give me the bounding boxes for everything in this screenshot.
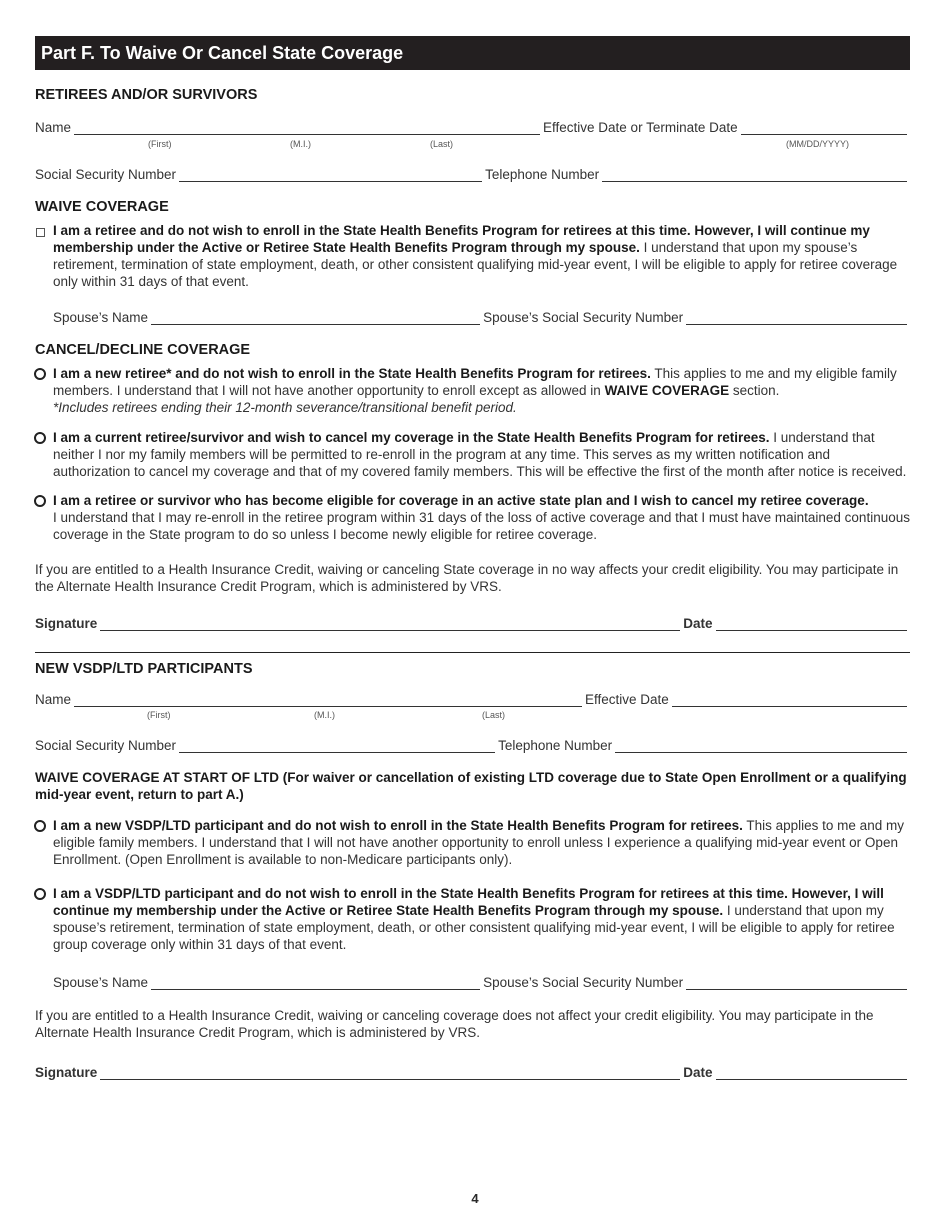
date-format-hint: (MM/DD/YYYY) [786, 139, 849, 149]
vsdp-effective-date-label: Effective Date [585, 692, 669, 707]
vsdp-name-field[interactable] [74, 694, 582, 707]
vsdp-first-hint: (First) [147, 710, 171, 720]
last-hint: (Last) [430, 139, 454, 149]
vsdp-ssn-label: Social Security Number [35, 738, 177, 753]
signature-field-2[interactable] [100, 1067, 680, 1080]
vsdp-last-hint: (Last) [482, 710, 506, 720]
vsdp-telephone-field[interactable] [615, 740, 907, 753]
current-retiree-cancel-text: I am a current retiree/survivor and wish to cancel my coverage in the State Health Benefits Program for retirees. I understand that neither I nor my family members will be permitted to re-enroll in the program at any time. This serves as my written notification and authorization to cancel my coverage and that of my covered family members. This will be effective the first of the month after notice is received. [53, 430, 907, 479]
vsdp-spouse-name-field[interactable] [151, 977, 480, 990]
retiree-name-row [35, 120, 910, 135]
name-label: Name [35, 120, 72, 135]
date-label: Date [683, 616, 713, 631]
signature-label: Signature [35, 616, 98, 631]
vsdp-spouse-ssn-field[interactable] [686, 977, 907, 990]
new-retiree-decline-text: I am a new retiree* and do not wish to enroll in the State Health Benefits Program for retirees. This applies to me and my eligible family members. I understand that I will not have another opportunity to enroll except as allowed in WAIVE COVERAGE section. *Includes retirees ending their 12-month severance/transitional benefit period. [53, 366, 897, 415]
vsdp-name-label: Name [35, 692, 72, 707]
vsdp-spouse-ssn-label: Spouse’s Social Security Number [483, 975, 684, 990]
vsdp-telephone-label: Telephone Number [498, 738, 613, 753]
vsdp-spouse-waive-text: I am a VSDP/LTD participant and do not wish to enroll in the State Health Benefits Program for retirees at this time. However, I will continue my membership under the Active or Retiree State Health Benefits Program through my spouse. I understand that upon my spouse’s retirement, termination of state employment, death, or other consistent qualifying mid-year event, I will be eligible to apply for retiree group coverage only within 31 days of that event. [53, 886, 895, 952]
retiree-effective-date-field[interactable] [741, 122, 907, 135]
active-plan-cancel-text: I am a retiree or survivor who has become eligible for coverage in an active state plan and I wish to cancel my retiree coverage. I understand that I may re-enroll in the retiree program within 31 days of the loss of active coverage and that I must have maintained continuous coverage in the State program to do so unless I become newly eligible for retiree coverage. [53, 493, 910, 542]
section-divider [35, 652, 910, 653]
effective-date-label: Effective Date or Terminate Date [543, 120, 738, 135]
credit-note-1: If you are entitled to a Health Insurance Credit, waiving or canceling State coverage in no way affects your credit eligibility. You may participate in the Alternate Health Insurance Credit Program, which is administered by VRS. [35, 562, 899, 594]
retiree-name-field[interactable] [74, 122, 540, 135]
new-vsdp-decline-radio[interactable] [34, 820, 46, 832]
cancel-decline-heading: CANCEL/DECLINE COVERAGE [35, 342, 251, 358]
retiree-ssn-field[interactable] [179, 169, 482, 182]
telephone-label: Telephone Number [485, 167, 600, 182]
vsdp-mi-hint: (M.I.) [314, 710, 335, 720]
vsdp-heading: NEW VSDP/LTD PARTICIPANTS [35, 661, 253, 677]
signature-row-2 [35, 1065, 910, 1080]
vsdp-signature-label: Signature [35, 1065, 98, 1080]
vsdp-spouse-name-label: Spouse’s Name [53, 975, 149, 990]
signature-date-field-2[interactable] [716, 1067, 907, 1080]
spouse-name-field[interactable] [151, 312, 480, 325]
credit-note-2: If you are entitled to a Health Insurance Credit, waiving or canceling coverage does not affect your credit eligibility. You may participate in the Alternate Health Insurance Credit Program, which is administered by VRS. [35, 1008, 874, 1040]
first-hint: (First) [148, 139, 172, 149]
spouse-row-1 [53, 310, 910, 325]
spouse-name-label: Spouse’s Name [53, 310, 149, 325]
vsdp-effective-date-field[interactable] [672, 694, 907, 707]
vsdp-ssn-row [35, 738, 910, 753]
waive-coverage-text: I am a retiree and do not wish to enroll in the State Health Benefits Program for retirees at this time. However, I will continue my membership under the Active or Retiree State Health Benefits Program through my spouse. I understand that upon my spouse’s retirement, termination of state employment, death, or other consistent qualifying mid-year event, I will be eligible to apply for retiree coverage only within 31 days of that event. [53, 223, 898, 289]
mi-hint: (M.I.) [290, 139, 311, 149]
vsdp-name-row [35, 692, 910, 707]
waive-coverage-heading: WAIVE COVERAGE [35, 199, 169, 215]
part-title: Part F. To Waive Or Cancel State Coverage [41, 43, 404, 63]
ssn-label: Social Security Number [35, 167, 177, 182]
retiree-ssn-row [35, 167, 910, 182]
new-retiree-decline-radio[interactable] [34, 368, 46, 380]
current-retiree-cancel-radio[interactable] [34, 432, 46, 444]
spouse-ssn-label: Spouse’s Social Security Number [483, 310, 684, 325]
vsdp-spouse-waive-radio[interactable] [34, 888, 46, 900]
vsdp-date-label: Date [683, 1065, 713, 1080]
retiree-telephone-field[interactable] [602, 169, 907, 182]
signature-row-1 [35, 616, 910, 631]
new-vsdp-decline-text: I am a new VSDP/LTD participant and do not wish to enroll in the State Health Benefits Program for retirees. This applies to me and my eligible family members. I understand that I will not have another opportunity to enroll unless I experience a qualifying mid-year event or Open Enrollment. (Open Enrollment is available to non-Medicare participants only). [53, 818, 904, 867]
retirees-heading: RETIREES AND/OR SURVIVORS [35, 87, 258, 103]
signature-field-1[interactable] [100, 618, 680, 631]
ltd-waive-heading: WAIVE COVERAGE AT START OF LTD (For waiver or cancellation of existing LTD coverage due to State Open Enrollment or a qualifying mid-year event, return to part A.) [35, 770, 907, 802]
spouse-row-2 [53, 975, 910, 990]
part-title-bar [35, 36, 910, 70]
active-plan-cancel-radio[interactable] [34, 495, 46, 507]
page-number: 4 [471, 1191, 479, 1206]
spouse-ssn-field[interactable] [686, 312, 907, 325]
waive-coverage-checkbox[interactable] [36, 228, 45, 237]
vsdp-ssn-field[interactable] [179, 740, 495, 753]
signature-date-field-1[interactable] [716, 618, 907, 631]
